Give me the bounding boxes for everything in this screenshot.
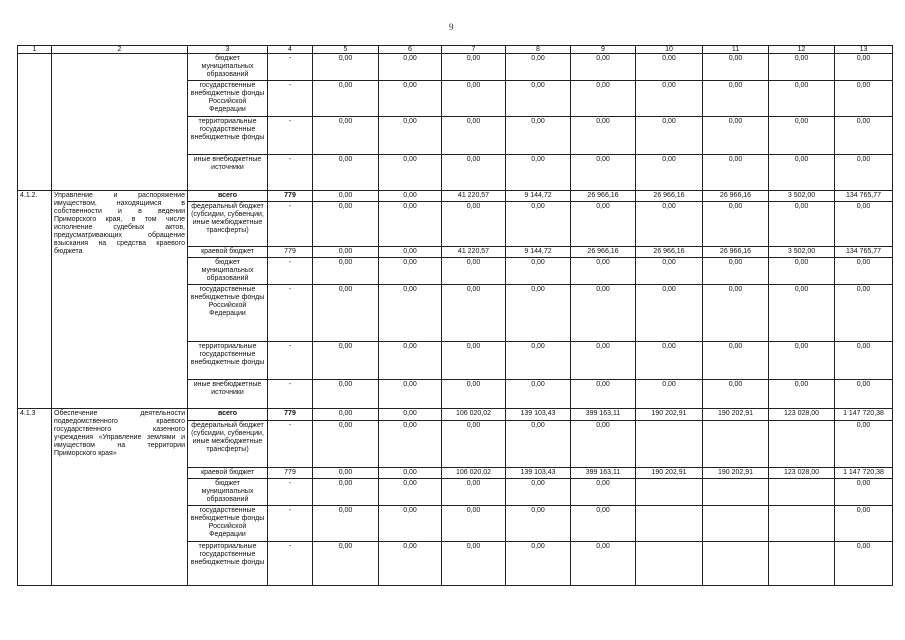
column-header: 9 xyxy=(571,46,636,54)
amount-cell: 0,00 xyxy=(379,54,442,81)
amount-cell: 0,00 xyxy=(636,155,703,191)
admin-code-cell: - xyxy=(268,54,313,81)
funding-source: краевой бюджет xyxy=(188,247,268,258)
amount-cell: 0,00 xyxy=(835,421,893,468)
amount-cell: 0,00 xyxy=(313,54,379,81)
activity-title: Обеспечение деятельности подведомственного краевого государственного казенного учреждения «Управление землями и имуществом на территории Приморского края» xyxy=(52,409,188,586)
amount-cell: 0,00 xyxy=(571,81,636,117)
amount-cell: 0,00 xyxy=(703,54,769,81)
funding-source: краевой бюджет xyxy=(188,468,268,479)
amount-cell: 0,00 xyxy=(379,421,442,468)
amount-cell: 0,00 xyxy=(571,506,636,542)
amount-cell: 0,00 xyxy=(835,155,893,191)
funding-source: всего xyxy=(188,409,268,421)
amount-cell: 399 163,11 xyxy=(571,409,636,421)
funding-source: федеральный бюджет (субсидии, субвенции, иные межбюджетные трансферты) xyxy=(188,421,268,468)
amount-cell: 26 966,16 xyxy=(703,247,769,258)
budget-table xyxy=(17,45,893,586)
amount-cell: 0,00 xyxy=(835,202,893,247)
amount-cell: 0,00 xyxy=(769,117,835,155)
amount-cell xyxy=(769,506,835,542)
funding-source: бюджет муниципальных образований xyxy=(188,479,268,506)
amount-cell: 0,00 xyxy=(506,258,571,285)
activity-title xyxy=(52,54,188,191)
amount-cell: 0,00 xyxy=(571,380,636,409)
amount-cell: 0,00 xyxy=(636,258,703,285)
amount-cell: 139 103,43 xyxy=(506,468,571,479)
amount-cell xyxy=(769,542,835,586)
amount-cell: 26 966,16 xyxy=(636,247,703,258)
amount-cell: 0,00 xyxy=(769,380,835,409)
amount-cell: 0,00 xyxy=(835,542,893,586)
amount-cell: 0,00 xyxy=(506,54,571,81)
amount-cell: 1 147 720,38 xyxy=(835,468,893,479)
amount-cell: 0,00 xyxy=(442,380,506,409)
amount-cell: 123 028,00 xyxy=(769,468,835,479)
funding-source: иные внебюджетные источники xyxy=(188,380,268,409)
funding-source: территориальные государственные внебюджетные фонды xyxy=(188,117,268,155)
activity-title: Управление и распоряжение имуществом, находящимся в собственности и в ведении Приморского края, в том числе исполнение судебных актов, предусматривающих обращение взыскания на средства краевого бюджета xyxy=(52,191,188,409)
amount-cell: 0,00 xyxy=(835,258,893,285)
amount-cell: 0,00 xyxy=(506,506,571,542)
admin-code-cell: 779 xyxy=(268,468,313,479)
row-code: 4.1.3 xyxy=(18,409,52,586)
admin-code-cell: - xyxy=(268,285,313,342)
amount-cell: 0,00 xyxy=(379,258,442,285)
amount-cell: 0,00 xyxy=(769,258,835,285)
amount-cell xyxy=(703,506,769,542)
amount-cell: 0,00 xyxy=(835,342,893,380)
amount-cell: 0,00 xyxy=(835,54,893,81)
funding-source: бюджет муниципальных образований xyxy=(188,54,268,81)
amount-cell: 0,00 xyxy=(571,117,636,155)
table-row xyxy=(18,409,893,421)
column-header: 10 xyxy=(636,46,703,54)
amount-cell: 0,00 xyxy=(769,202,835,247)
amount-cell: 0,00 xyxy=(442,342,506,380)
amount-cell: 106 020,02 xyxy=(442,468,506,479)
amount-cell: 0,00 xyxy=(571,285,636,342)
amount-cell: 0,00 xyxy=(313,506,379,542)
amount-cell: 0,00 xyxy=(835,117,893,155)
amount-cell: 9 144,72 xyxy=(506,191,571,202)
amount-cell: 0,00 xyxy=(506,542,571,586)
amount-cell: 0,00 xyxy=(506,117,571,155)
amount-cell: 0,00 xyxy=(442,54,506,81)
amount-cell: 0,00 xyxy=(636,117,703,155)
amount-cell: 0,00 xyxy=(379,202,442,247)
amount-cell: 0,00 xyxy=(442,258,506,285)
admin-code-cell: 779 xyxy=(268,191,313,202)
amount-cell: 0,00 xyxy=(506,380,571,409)
table-row xyxy=(18,54,893,81)
amount-cell: 0,00 xyxy=(379,81,442,117)
amount-cell: 0,00 xyxy=(636,54,703,81)
amount-cell: 0,00 xyxy=(313,258,379,285)
amount-cell: 139 103,43 xyxy=(506,409,571,421)
amount-cell: 0,00 xyxy=(442,155,506,191)
amount-cell xyxy=(636,542,703,586)
amount-cell: 0,00 xyxy=(313,342,379,380)
amount-cell: 0,00 xyxy=(703,380,769,409)
amount-cell xyxy=(636,421,703,468)
amount-cell xyxy=(769,479,835,506)
amount-cell: 0,00 xyxy=(703,81,769,117)
funding-source: иные внебюджетные источники xyxy=(188,155,268,191)
amount-cell: 26 966,16 xyxy=(571,191,636,202)
amount-cell: 0,00 xyxy=(313,285,379,342)
amount-cell: 0,00 xyxy=(313,155,379,191)
amount-cell: 190 202,91 xyxy=(703,468,769,479)
amount-cell: 0,00 xyxy=(571,155,636,191)
column-header: 7 xyxy=(442,46,506,54)
amount-cell: 190 202,91 xyxy=(636,468,703,479)
amount-cell: 134 765,77 xyxy=(835,247,893,258)
amount-cell: 0,00 xyxy=(442,202,506,247)
amount-cell: 0,00 xyxy=(442,542,506,586)
amount-cell: 3 502,00 xyxy=(769,247,835,258)
amount-cell: 26 966,16 xyxy=(636,191,703,202)
funding-source: государственные внебюджетные фонды Российской Федерации xyxy=(188,506,268,542)
amount-cell xyxy=(703,542,769,586)
amount-cell: 41 220,57 xyxy=(442,247,506,258)
admin-code-cell: - xyxy=(268,542,313,586)
amount-cell: 106 020,02 xyxy=(442,409,506,421)
column-header: 2 xyxy=(52,46,188,54)
amount-cell: 26 966,16 xyxy=(571,247,636,258)
amount-cell: 0,00 xyxy=(379,155,442,191)
amount-cell: 0,00 xyxy=(636,342,703,380)
admin-code-cell: 779 xyxy=(268,409,313,421)
amount-cell: 0,00 xyxy=(379,247,442,258)
amount-cell: 0,00 xyxy=(636,285,703,342)
amount-cell: 0,00 xyxy=(379,468,442,479)
amount-cell: 0,00 xyxy=(379,191,442,202)
row-code xyxy=(18,54,52,191)
amount-cell: 190 202,91 xyxy=(703,409,769,421)
amount-cell: 0,00 xyxy=(379,285,442,342)
amount-cell xyxy=(703,421,769,468)
amount-cell: 0,00 xyxy=(313,542,379,586)
amount-cell: 0,00 xyxy=(506,81,571,117)
amount-cell: 0,00 xyxy=(379,506,442,542)
amount-cell: 0,00 xyxy=(313,479,379,506)
amount-cell xyxy=(703,479,769,506)
amount-cell: 0,00 xyxy=(835,380,893,409)
admin-code-cell: - xyxy=(268,342,313,380)
amount-cell: 9 144,72 xyxy=(506,247,571,258)
admin-code-cell: - xyxy=(268,380,313,409)
amount-cell: 0,00 xyxy=(506,155,571,191)
amount-cell: 0,00 xyxy=(835,506,893,542)
amount-cell: 0,00 xyxy=(313,202,379,247)
amount-cell: 0,00 xyxy=(442,479,506,506)
amount-cell: 0,00 xyxy=(379,380,442,409)
funding-source: государственные внебюджетные фонды Российской Федерации xyxy=(188,81,268,117)
amount-cell: 0,00 xyxy=(313,409,379,421)
column-header: 12 xyxy=(769,46,835,54)
amount-cell: 0,00 xyxy=(703,155,769,191)
amount-cell xyxy=(636,479,703,506)
amount-cell: 0,00 xyxy=(313,81,379,117)
funding-source: государственные внебюджетные фонды Российской Федерации xyxy=(188,285,268,342)
column-header: 8 xyxy=(506,46,571,54)
amount-cell: 0,00 xyxy=(379,117,442,155)
table-row xyxy=(18,191,893,202)
amount-cell: 3 502,00 xyxy=(769,191,835,202)
column-header: 6 xyxy=(379,46,442,54)
amount-cell: 0,00 xyxy=(703,117,769,155)
amount-cell: 0,00 xyxy=(379,342,442,380)
admin-code-cell: - xyxy=(268,421,313,468)
amount-cell: 0,00 xyxy=(769,155,835,191)
amount-cell: 0,00 xyxy=(313,380,379,409)
amount-cell: 0,00 xyxy=(313,191,379,202)
amount-cell: 0,00 xyxy=(571,542,636,586)
amount-cell: 0,00 xyxy=(379,479,442,506)
amount-cell: 0,00 xyxy=(379,409,442,421)
page-number: 9 xyxy=(449,22,454,32)
amount-cell: 190 202,91 xyxy=(636,409,703,421)
header-row xyxy=(18,46,893,54)
funding-source: федеральный бюджет (субсидии, субвенции, иные межбюджетные трансферты) xyxy=(188,202,268,247)
admin-code-cell: - xyxy=(268,155,313,191)
amount-cell: 26 966,16 xyxy=(703,191,769,202)
column-header: 4 xyxy=(268,46,313,54)
amount-cell: 0,00 xyxy=(703,258,769,285)
amount-cell: 41 220,57 xyxy=(442,191,506,202)
amount-cell: 0,00 xyxy=(442,285,506,342)
column-header: 1 xyxy=(18,46,52,54)
amount-cell: 0,00 xyxy=(769,81,835,117)
amount-cell: 0,00 xyxy=(571,258,636,285)
amount-cell: 0,00 xyxy=(769,285,835,342)
column-header: 13 xyxy=(835,46,893,54)
amount-cell: 0,00 xyxy=(835,285,893,342)
row-code: 4.1.2. xyxy=(18,191,52,409)
amount-cell: 0,00 xyxy=(313,468,379,479)
amount-cell: 0,00 xyxy=(835,81,893,117)
funding-source: всего xyxy=(188,191,268,202)
amount-cell: 134 765,77 xyxy=(835,191,893,202)
amount-cell: 123 028,00 xyxy=(769,409,835,421)
amount-cell: 0,00 xyxy=(571,202,636,247)
funding-source: территориальные государственные внебюджетные фонды xyxy=(188,342,268,380)
amount-cell: 0,00 xyxy=(571,479,636,506)
amount-cell: 0,00 xyxy=(379,542,442,586)
amount-cell: 0,00 xyxy=(506,285,571,342)
amount-cell: 0,00 xyxy=(442,421,506,468)
amount-cell xyxy=(636,506,703,542)
column-header: 11 xyxy=(703,46,769,54)
amount-cell: 0,00 xyxy=(506,479,571,506)
amount-cell: 0,00 xyxy=(636,380,703,409)
amount-cell: 0,00 xyxy=(571,54,636,81)
amount-cell: 0,00 xyxy=(313,421,379,468)
amount-cell: 0,00 xyxy=(703,285,769,342)
column-header: 3 xyxy=(188,46,268,54)
amount-cell: 0,00 xyxy=(313,247,379,258)
amount-cell: 0,00 xyxy=(703,342,769,380)
amount-cell: 0,00 xyxy=(571,421,636,468)
amount-cell: 0,00 xyxy=(636,81,703,117)
admin-code-cell: - xyxy=(268,202,313,247)
amount-cell: 0,00 xyxy=(442,117,506,155)
amount-cell: 0,00 xyxy=(769,342,835,380)
admin-code-cell: - xyxy=(268,479,313,506)
amount-cell: 0,00 xyxy=(442,506,506,542)
admin-code-cell: - xyxy=(268,81,313,117)
column-header: 5 xyxy=(313,46,379,54)
admin-code-cell: - xyxy=(268,506,313,542)
funding-source: территориальные государственные внебюджетные фонды xyxy=(188,542,268,586)
amount-cell: 0,00 xyxy=(506,342,571,380)
amount-cell: 0,00 xyxy=(506,421,571,468)
amount-cell: 0,00 xyxy=(571,342,636,380)
amount-cell: 0,00 xyxy=(506,202,571,247)
admin-code-cell: - xyxy=(268,117,313,155)
amount-cell: 0,00 xyxy=(703,202,769,247)
amount-cell: 1 147 720,38 xyxy=(835,409,893,421)
funding-source: бюджет муниципальных образований xyxy=(188,258,268,285)
amount-cell: 0,00 xyxy=(636,202,703,247)
amount-cell: 0,00 xyxy=(769,54,835,81)
admin-code-cell: 779 xyxy=(268,247,313,258)
amount-cell: 0,00 xyxy=(313,117,379,155)
amount-cell: 0,00 xyxy=(835,479,893,506)
admin-code-cell: - xyxy=(268,258,313,285)
amount-cell: 0,00 xyxy=(442,81,506,117)
amount-cell xyxy=(769,421,835,468)
amount-cell: 399 163,11 xyxy=(571,468,636,479)
